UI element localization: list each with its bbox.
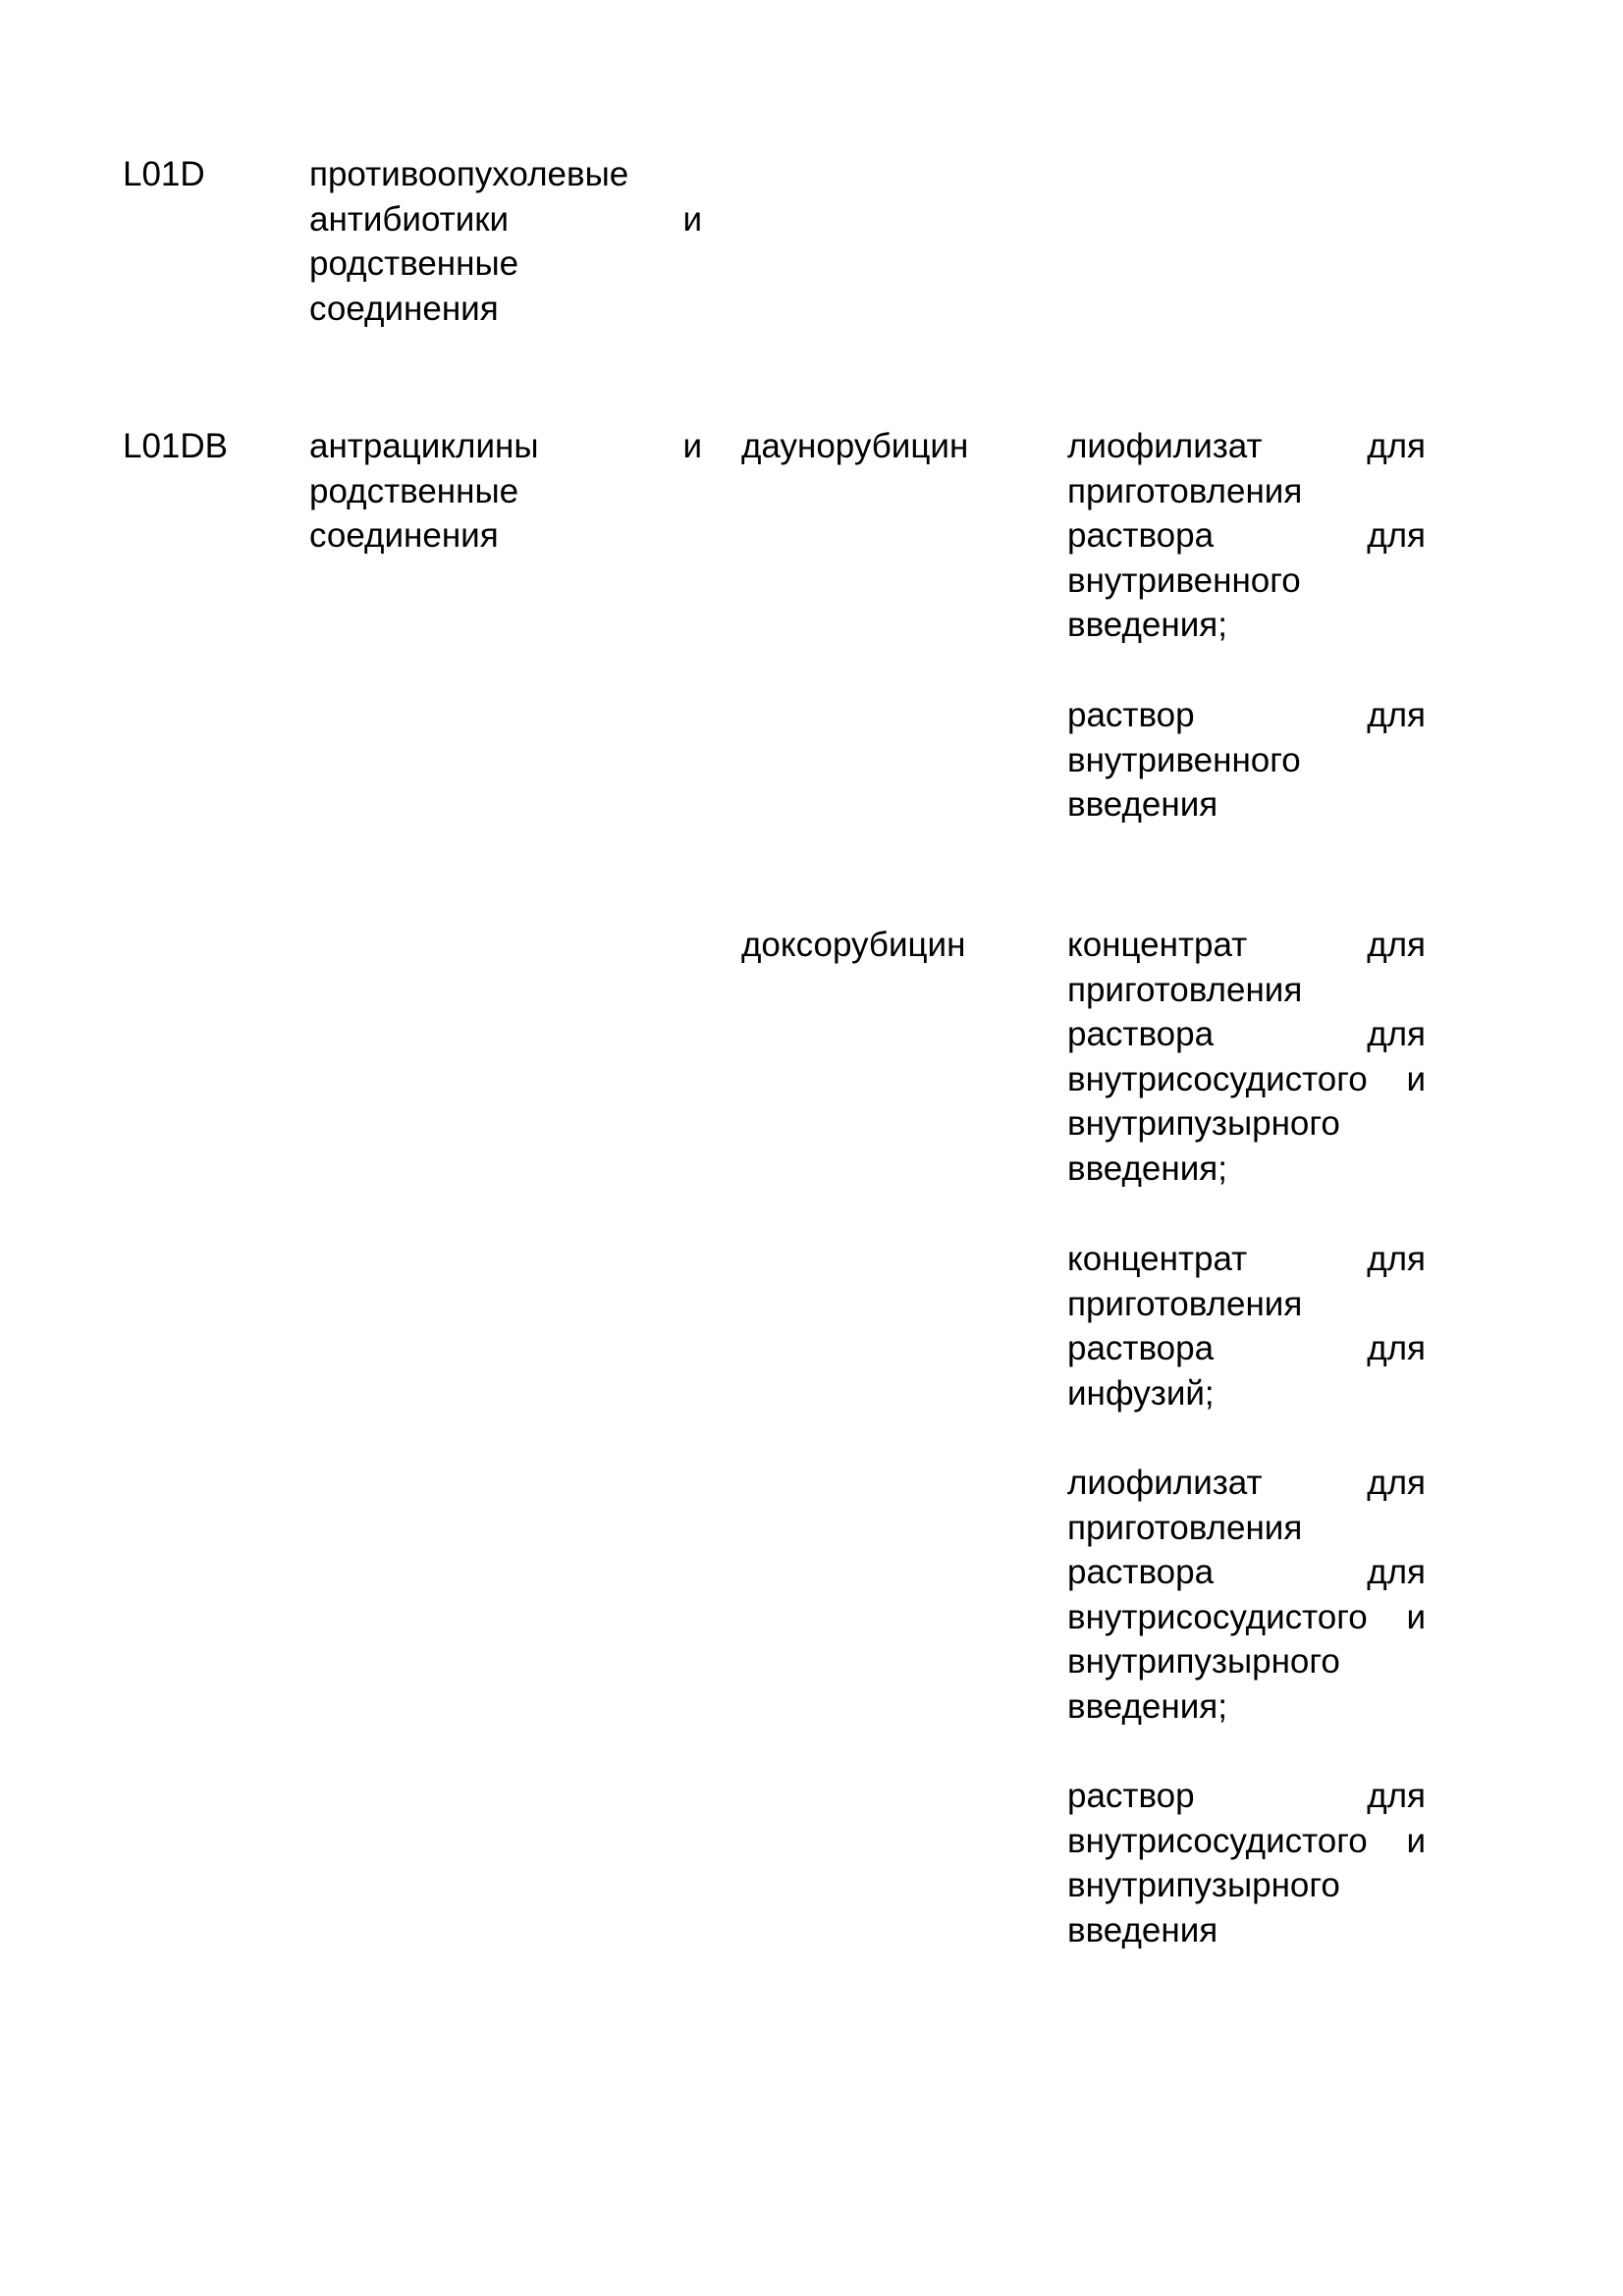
word: внутривенного — [1067, 740, 1301, 779]
word: соединения — [309, 516, 499, 556]
text-line — [1067, 1550, 1426, 1595]
text-line — [1067, 1147, 1426, 1192]
word: антибиотики — [309, 199, 510, 239]
word: внутрипузырного — [1067, 1104, 1340, 1144]
text-line — [1067, 1684, 1426, 1730]
text-line — [1067, 1506, 1426, 1551]
word: раствор — [1067, 696, 1195, 734]
text-line — [309, 241, 702, 287]
atc-code-l01d: L01D — [123, 155, 205, 193]
word: лиофилизат — [1067, 1464, 1263, 1502]
word: для — [1367, 1240, 1426, 1278]
text-line — [1067, 1819, 1426, 1864]
text-line — [1067, 1012, 1426, 1057]
word: введения — [1067, 785, 1218, 825]
text-line — [1067, 559, 1426, 604]
text-line — [1067, 513, 1426, 559]
word: раствора — [1067, 1015, 1215, 1054]
word: инфузий; — [1067, 1373, 1215, 1413]
dosage-form — [1067, 1237, 1426, 1415]
dosage-form — [1067, 1461, 1426, 1730]
word: родственные — [309, 244, 519, 284]
text-line — [1067, 1371, 1426, 1416]
word: для — [1367, 1464, 1426, 1502]
word: внутрипузырного — [1067, 1866, 1340, 1905]
text-line — [1067, 1326, 1426, 1371]
text-line — [309, 424, 702, 469]
word: внутривенного — [1067, 561, 1301, 600]
atc-code-l01db: L01DB — [123, 427, 229, 465]
text-line — [1067, 1863, 1426, 1908]
word: антрациклины — [309, 427, 539, 465]
word: концентрат — [1067, 1240, 1248, 1278]
text-line — [1067, 1461, 1426, 1506]
text-line — [1067, 603, 1426, 648]
word: для — [1367, 926, 1426, 964]
word: и — [1406, 1059, 1426, 1098]
word: приготовления — [1067, 1508, 1303, 1547]
text-line — [309, 469, 702, 514]
word: введения; — [1067, 1148, 1227, 1188]
word: для — [1367, 696, 1426, 734]
word: раствора — [1067, 1553, 1215, 1592]
word: и — [1406, 1597, 1426, 1636]
text-line — [1067, 968, 1426, 1013]
word: концентрат — [1067, 926, 1248, 964]
text-line — [1067, 1101, 1426, 1147]
dosage-form — [1067, 424, 1426, 648]
word: приготовления — [1067, 471, 1303, 510]
text-line — [1067, 738, 1426, 783]
word: внутрипузырного — [1067, 1642, 1340, 1682]
text-line — [1067, 782, 1426, 828]
word: для — [1367, 1015, 1426, 1054]
text-line — [1067, 1639, 1426, 1684]
text-line — [1067, 1774, 1426, 1819]
text-line — [1067, 1057, 1426, 1102]
dosage-form — [1067, 693, 1426, 828]
word: для — [1367, 1553, 1426, 1592]
text-line — [309, 513, 702, 559]
word: введения; — [1067, 606, 1227, 645]
word: введения; — [1067, 1686, 1227, 1726]
text-line — [1067, 1237, 1426, 1282]
dosage-form — [1067, 923, 1426, 1192]
text-line — [1067, 1282, 1426, 1327]
word: лиофилизат — [1067, 427, 1263, 465]
word: внутрисосудистого — [1067, 1597, 1368, 1636]
drug-name-daunorubicin: даунорубицин — [741, 427, 969, 465]
word: приготовления — [1067, 1284, 1303, 1323]
drug-name-doxorubicin: доксорубицин — [741, 926, 966, 964]
dosage-form — [1067, 1774, 1426, 1952]
word: введения — [1067, 1910, 1218, 1949]
atc-group-l01db — [309, 424, 702, 559]
word: для — [1367, 1329, 1426, 1368]
word: внутрисосудистого — [1067, 1059, 1368, 1098]
text-line — [309, 197, 702, 242]
text-line — [309, 152, 702, 197]
text-line — [1067, 469, 1426, 514]
atc-group-l01d — [309, 152, 702, 331]
text-line — [1067, 923, 1426, 968]
word: раствор — [1067, 1777, 1195, 1815]
word: внутрисосудистого — [1067, 1821, 1368, 1860]
text-line — [1067, 693, 1426, 738]
word: приготовления — [1067, 970, 1303, 1009]
word: для — [1367, 427, 1426, 465]
text-line — [309, 287, 702, 332]
word: и — [682, 427, 702, 465]
text-line — [1067, 1595, 1426, 1640]
word: для — [1367, 516, 1426, 556]
word: соединения — [309, 289, 499, 328]
word: раствора — [1067, 516, 1215, 556]
word: противоопухолевые — [309, 155, 629, 193]
word: и — [1406, 1821, 1426, 1860]
word: и — [682, 199, 702, 239]
text-line — [1067, 424, 1426, 469]
word: для — [1367, 1777, 1426, 1815]
word: родственные — [309, 471, 519, 510]
word: раствора — [1067, 1329, 1215, 1368]
text-line — [1067, 1908, 1426, 1953]
